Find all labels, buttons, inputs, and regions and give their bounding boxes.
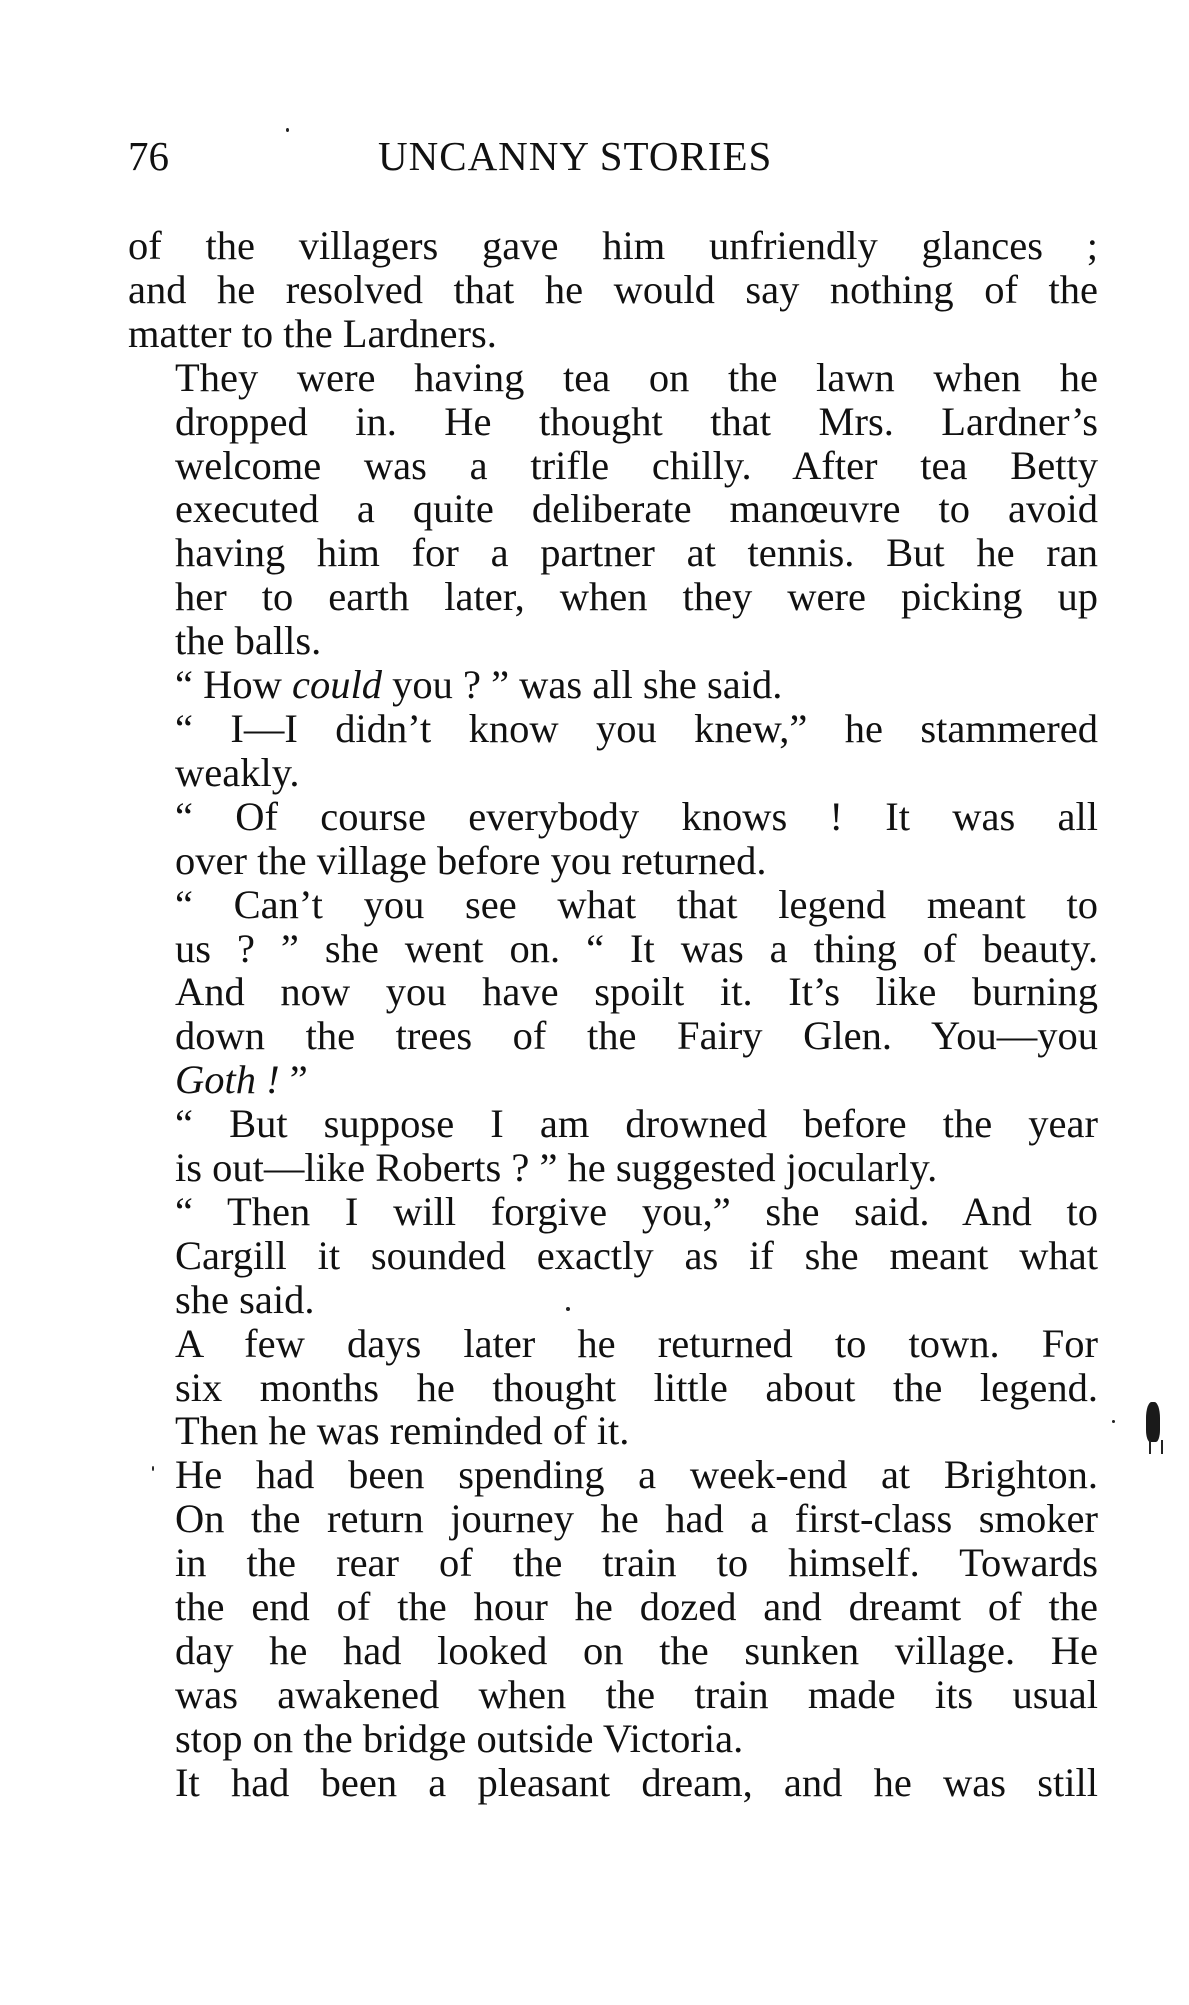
paragraph <box>128 795 1098 883</box>
text-line: and he resolved that he would say nothing of the <box>128 266 1098 312</box>
page-header <box>128 126 1098 186</box>
text-line: the balls. <box>175 618 322 664</box>
text-line: us ? ” she went on. “ It was a thing of beauty. <box>175 925 1098 971</box>
text-line: “ But suppose I am drowned before the year <box>175 1101 1098 1147</box>
text-line: Cargill it sounded exactly as if she meant what <box>175 1232 1098 1278</box>
text-run: you ? ” was all she said. <box>381 662 783 708</box>
text-line: was awakened when the train made its usual <box>175 1671 1098 1717</box>
paragraph <box>128 224 1098 356</box>
text-run: “ How <box>175 662 292 708</box>
text-line <box>128 663 1098 707</box>
text-line: stop on the bridge outside Victoria. <box>175 1715 744 1761</box>
text-line: “ I—I didn’t know you knew,” he stammered <box>175 705 1098 751</box>
text-line: executed a quite deliberate manœuvre to avoid <box>175 486 1098 532</box>
paragraph <box>128 1453 1098 1760</box>
text-line: A few days later he returned to town. For <box>175 1320 1098 1366</box>
text-line: day he had looked on the sunken village. He <box>175 1628 1098 1673</box>
paragraph <box>128 356 1098 663</box>
text-line: welcome was a trifle chilly. After tea Betty <box>175 442 1098 488</box>
text-line: He had been spending a week-end at Brighton. <box>175 1452 1098 1498</box>
scan-speck <box>1112 1420 1115 1423</box>
page-number: 76 <box>128 133 169 179</box>
text-line: in the rear of the train to himself. Towards <box>175 1540 1098 1586</box>
running-head: UNCANNY STORIES <box>378 133 773 179</box>
italic-text: Goth ! <box>175 1057 280 1103</box>
text-line: down the trees of the Fairy Glen. You—you <box>175 1013 1098 1059</box>
text-line: On the return journey he had a first-class smoker <box>175 1496 1098 1542</box>
text-line: “ Then I will forgive you,” she said. And to <box>175 1188 1098 1234</box>
paragraph <box>128 1190 1098 1322</box>
text-line: having him for a partner at tennis. But he ran <box>175 530 1098 576</box>
text-line: “ Of course everybody knows ! It was all <box>175 793 1098 839</box>
text-line <box>128 1058 1098 1102</box>
text-line: And now you have spoilt it. It’s like burning <box>175 969 1098 1015</box>
scan-speck <box>566 1307 570 1311</box>
text-line: “ Can’t you see what that legend meant to <box>175 881 1098 927</box>
text-line: six months he thought little about the legend. <box>175 1364 1098 1410</box>
paragraph <box>128 1761 1098 1805</box>
paragraph <box>128 1102 1098 1190</box>
text-line: over the village before you returned. <box>175 837 767 883</box>
text-line: matter to the Lardners. <box>128 310 497 356</box>
scan-speck <box>152 1466 154 1471</box>
text-line: of the villagers gave him unfriendly glances ; <box>128 223 1098 268</box>
ink-blot-mark <box>1149 1440 1163 1454</box>
text-run: ” <box>279 1057 308 1103</box>
paragraph <box>128 1322 1098 1454</box>
text-line: They were having tea on the lawn when he <box>175 354 1098 400</box>
text-line: is out—like Roberts ? ” he suggested jocularly. <box>175 1145 938 1191</box>
ink-blot <box>1146 1402 1160 1442</box>
paragraph <box>128 883 1098 1103</box>
body-text <box>128 224 1098 1805</box>
text-line: dropped in. He thought that Mrs. Lardner’s <box>175 398 1098 444</box>
text-line: the end of the hour he dozed and dreamt of the <box>175 1584 1098 1630</box>
text-line: weakly. <box>175 749 300 795</box>
paragraph <box>128 663 1098 707</box>
italic-text: could <box>291 662 382 708</box>
text-line: she said. <box>175 1276 315 1322</box>
paragraph <box>128 707 1098 795</box>
scan-speck <box>286 128 289 132</box>
text-line: her to earth later, when they were picking up <box>175 574 1098 620</box>
text-line: Then he was reminded of it. <box>175 1408 630 1454</box>
text-line: It had been a pleasant dream, and he was still <box>175 1759 1098 1805</box>
